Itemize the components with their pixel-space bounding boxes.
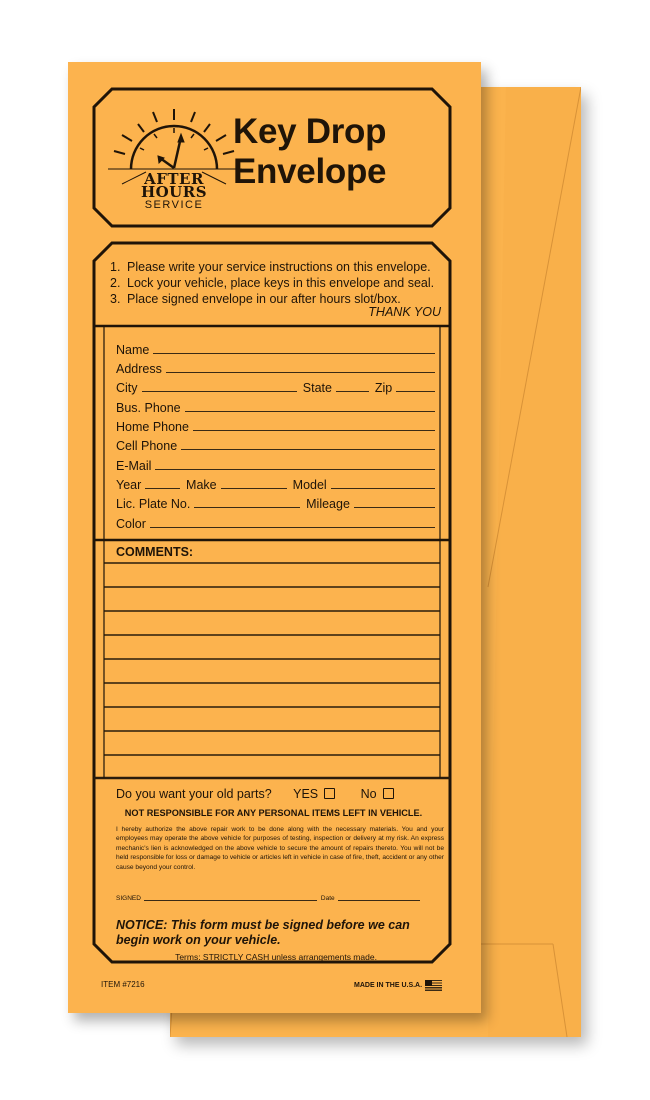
terms-text: Terms: STRICTLY CASH unless arrangements made. <box>175 952 377 962</box>
made-in-usa: MADE IN THE U.S.A. <box>354 980 442 991</box>
no-option[interactable]: No <box>361 787 394 801</box>
title-line-1: Key Drop <box>233 112 387 151</box>
address-field[interactable]: Address <box>116 357 435 376</box>
item-number: ITEM #7216 <box>101 980 145 989</box>
authorization-text: I hereby authorize the above repair work to be done along with the necessary materials. You and your employees may operate the above vehicle for purposes of testing, inspection or delivery at my risk. An express mechanic's lien is acknowledged on the above vehicle to secure the amount of repairs thereto. You will not be held responsible for loss or damage to vehicle or articles left in vehicle in case of fire, theft, accident or any other cause beyond your control. <box>116 826 444 871</box>
logo-line-service: SERVICE <box>144 199 204 211</box>
city-state-zip-field[interactable]: City State Zip <box>116 376 435 395</box>
after-hours-logo <box>136 170 212 211</box>
date-label: Date <box>320 895 335 902</box>
not-responsible-heading: NOT RESPONSIBLE FOR ANY PERSONAL ITEMS LEFT IN VEHICLE. <box>124 808 423 818</box>
us-flag-icon <box>425 980 442 991</box>
logo-line-hours: HOURS <box>140 183 208 201</box>
bus-phone-field[interactable]: Bus. Phone <box>116 396 435 415</box>
page-title <box>233 112 386 192</box>
title-line-2: Envelope <box>233 152 387 191</box>
instructions-list <box>110 259 434 307</box>
cell-phone-field[interactable]: Cell Phone <box>116 434 435 453</box>
instruction-item: 3. Place signed envelope in our after hours slot/box. <box>110 292 401 306</box>
signature-line[interactable] <box>144 900 317 901</box>
comments-area[interactable] <box>104 564 440 755</box>
instruction-item: 2. Lock your vehicle, place keys in this envelope and seal. <box>110 276 435 290</box>
old-parts-question: Do you want your old parts? YES No <box>116 787 394 801</box>
logo-line-after: AFTER <box>144 170 204 188</box>
email-field[interactable]: E-Mail <box>116 454 435 473</box>
signature-row <box>116 895 443 902</box>
thank-you-text: THANK YOU <box>368 305 441 319</box>
comments-label: COMMENTS: <box>116 545 194 559</box>
yes-option[interactable]: YES <box>293 787 335 801</box>
plate-mileage-field[interactable]: Lic. Plate No. Mileage <box>116 492 435 511</box>
no-checkbox[interactable] <box>383 788 394 799</box>
date-line[interactable] <box>338 900 420 901</box>
home-phone-field[interactable]: Home Phone <box>116 415 435 434</box>
color-field[interactable]: Color <box>116 512 435 531</box>
year-make-model-field[interactable]: Year Make Model <box>116 473 435 492</box>
name-field[interactable]: Name <box>116 338 435 357</box>
key-drop-envelope-front <box>68 62 481 1013</box>
instruction-item: 1. Please write your service instructions on this envelope. <box>110 260 431 274</box>
signed-label: SIGNED <box>116 895 141 902</box>
notice-text: NOTICE: This form must be signed before we can begin work on your vehicle. <box>116 918 410 947</box>
yes-checkbox[interactable] <box>324 788 335 799</box>
